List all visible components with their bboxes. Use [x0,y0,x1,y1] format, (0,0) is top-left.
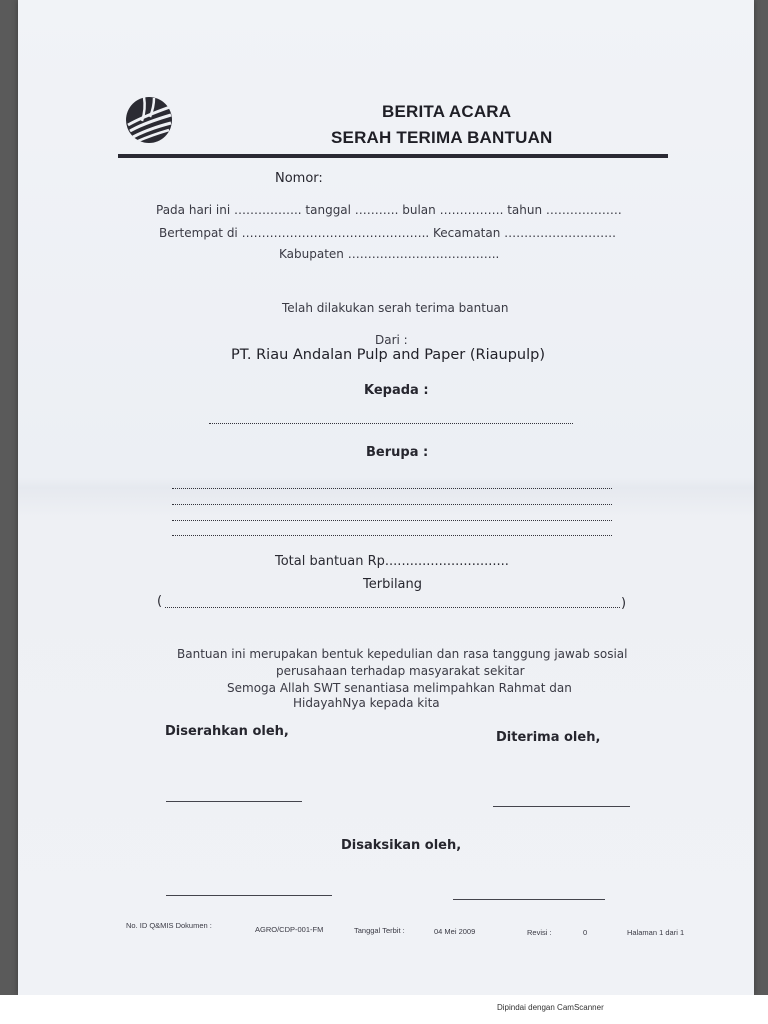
nomor-label: Nomor: [275,171,323,186]
kepada-label: Kepada : [364,383,429,398]
document-title-line2: SERAH TERIMA BANTUAN [331,128,553,147]
date-line: Pada hari ini …………….. tanggal ……….. bulan ……………. tahun ………………. [156,203,622,217]
berupa-dotted-line-2 [172,504,612,505]
diserahkan-signature-line [166,801,302,802]
kabupaten-line: Kabupaten ……………………………….. [279,247,500,261]
intro-text: Telah dilakukan serah terima bantuan [282,301,509,315]
footer-page-number: Halaman 1 dari 1 [627,928,685,937]
company-name: PT. Riau Andalan Pulp and Paper (Riaupulp) [231,347,546,363]
dari-label: Dari : [375,333,408,347]
terbilang-label: Terbilang [363,577,423,592]
disaksikan-label: Disaksikan oleh, [341,838,462,853]
diterima-label: Diterima oleh, [496,730,601,745]
document-title-line1: BERITA ACARA [382,102,512,121]
footer-revision-value: 0 [583,928,588,937]
terbilang-dotted-line [165,607,620,608]
company-logo-icon [124,95,174,145]
total-bantuan-line: Total bantuan Rp.............................. [275,554,509,569]
berupa-dotted-line-4 [172,535,612,536]
footer-doc-id-label: No. ID Q&MIS Dokumen : [126,921,212,930]
terbilang-paren-open: ( [157,594,163,609]
footer-issued-label: Tanggal Terbit : [354,926,405,935]
terbilang-paren-close: ) [621,596,627,611]
diserahkan-label: Diserahkan oleh, [165,724,289,739]
footer-doc-id-value: AGRO/CDP-001-FM [255,925,324,934]
statement-line1: Bantuan ini merupakan bentuk kepedulian dan rasa tanggung jawab sosial [177,647,628,661]
scanner-watermark: Dipindai dengan CamScanner [497,1003,604,1012]
kepada-dotted-line [209,423,573,424]
berupa-label: Berupa : [366,445,429,460]
diterima-signature-line [493,806,630,807]
title-divider [118,154,668,158]
statement-line4: HidayahNya kepada kita [293,696,440,710]
berupa-dotted-line-3 [172,520,612,521]
footer-revision-label: Revisi : [527,928,552,937]
footer-issued-value: 04 Mei 2009 [434,927,476,936]
witness2-signature-line [453,899,605,900]
berupa-dotted-line-1 [172,488,612,489]
statement-line3: Semoga Allah SWT senantiasa melimpahkan Rahmat dan [227,681,572,695]
location-line: Bertempat di ……………………………………….. Kecamatan ………………………. [159,226,616,240]
statement-line2: perusahaan terhadap masyarakat sekitar [276,664,525,678]
witness1-signature-line [166,895,332,896]
bottom-strip [0,995,768,1024]
